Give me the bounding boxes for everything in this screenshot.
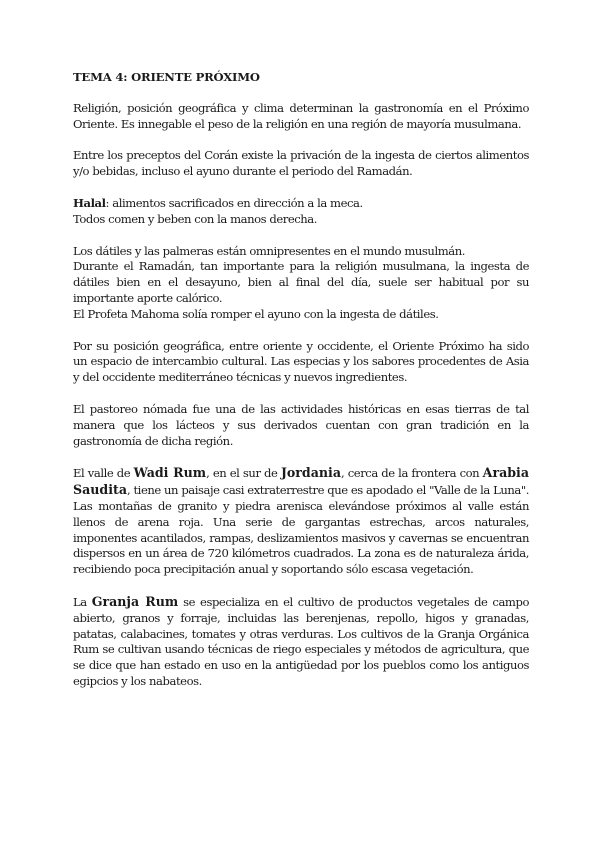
wadi-rum-term: Wadi Rum — [133, 465, 207, 481]
wadi-text-1: El valle de — [73, 466, 134, 481]
page-title: TEMA 4: ORIENTE PRÓXIMO — [73, 70, 260, 84]
halal-term: Halal — [73, 195, 106, 210]
paragraph-religion: Religión, posición geográfica y clima determinan la gastronomía en el Próximo Oriente. Es innegable el peso de la religión en una región de mayoría musulmana. — [73, 100, 529, 131]
paragraph-posicion: Por su posición geográfica, entre oriente y occidente, el Oriente Próximo ha sido un espacio de intercambio cultural. Las especias y los sabores procedentes de Asia y del occidente mediterráneo técnicas y nuevos ingredientes. — [73, 338, 529, 385]
granja-text-1: La — [73, 594, 92, 609]
datiles-line-3: El Profeta Mahoma solía romper el ayuno con la ingesta de dátiles. — [73, 306, 439, 321]
jordania-term: Jordania — [280, 465, 341, 481]
document-page — [73, 70, 529, 706]
paragraph-halal — [73, 196, 529, 228]
wadi-text-2: , en el sur de — [206, 466, 281, 481]
paragraph-pastoreo: El pastoreo nómada fue una de las actividades históricas en esas tierras de tal manera que los lácteos y sus derivados cuentan con gran tradición en la gastronomía de dicha región. — [73, 401, 529, 448]
paragraph-coran: Entre los preceptos del Corán existe la privación de la ingesta de ciertos alimentos y/o bebidas, incluso el ayuno durante el periodo del Ramadán. — [73, 148, 529, 179]
hands-line: Todos comen y beben con la manos derecha. — [73, 211, 317, 226]
paragraph-wadi-rum — [73, 465, 529, 578]
wadi-text-3: , cerca de la frontera con — [341, 466, 483, 481]
granja-rum-term: Granja Rum — [91, 593, 179, 609]
paragraph-datiles — [73, 244, 529, 323]
wadi-text-4: , tiene un paisaje casi extraterrestre que es apodado el "Valle de la Luna". Las montañas de granito y piedra arenisca elevándose próximos al valle están llenos de arena roja. Una serie de gargantas estrechas, arcos naturales, imponentes acantilados, rampas, deslizamientos masivos y cavernas se encuentran dispersos en un área de 720 kilómetros cuadrados. La zona es de naturaleza árida, recibiendo poca precipitación anual y soportando sólo escasa vegetación. — [73, 483, 529, 577]
granja-text-2: se especializa en el cultivo de productos vegetales de campo abierto, granos y forraje, incluidas las berenjenas, repollo, higos y granadas, patatas, calabacines, tomates y otras verduras. Los cultivos de la Granja Orgánica Rum se cultivan usando técnicas de riego especiales y métodos de agricultura, que se dice que han estado en uso en la antigüedad por los pueblos como los antiguos egipcios y los nabateos. — [73, 594, 529, 688]
datiles-line-1: Los dátiles y las palmeras están omnipresentes en el mundo musulmán. — [73, 243, 465, 258]
paragraph-granja-rum — [73, 594, 529, 690]
arabia-saudita-term: Arabia Saudita — [73, 465, 529, 498]
halal-definition: : alimentos sacrificados en dirección a la meca. — [105, 195, 363, 210]
halal-line — [73, 196, 529, 212]
datiles-line-2: Durante el Ramadán, tan importante para la religión musulmana, la ingesta de dátiles bien en el desayuno, bien al final del día, suele ser habitual por su importante aporte calórico. — [73, 259, 529, 305]
